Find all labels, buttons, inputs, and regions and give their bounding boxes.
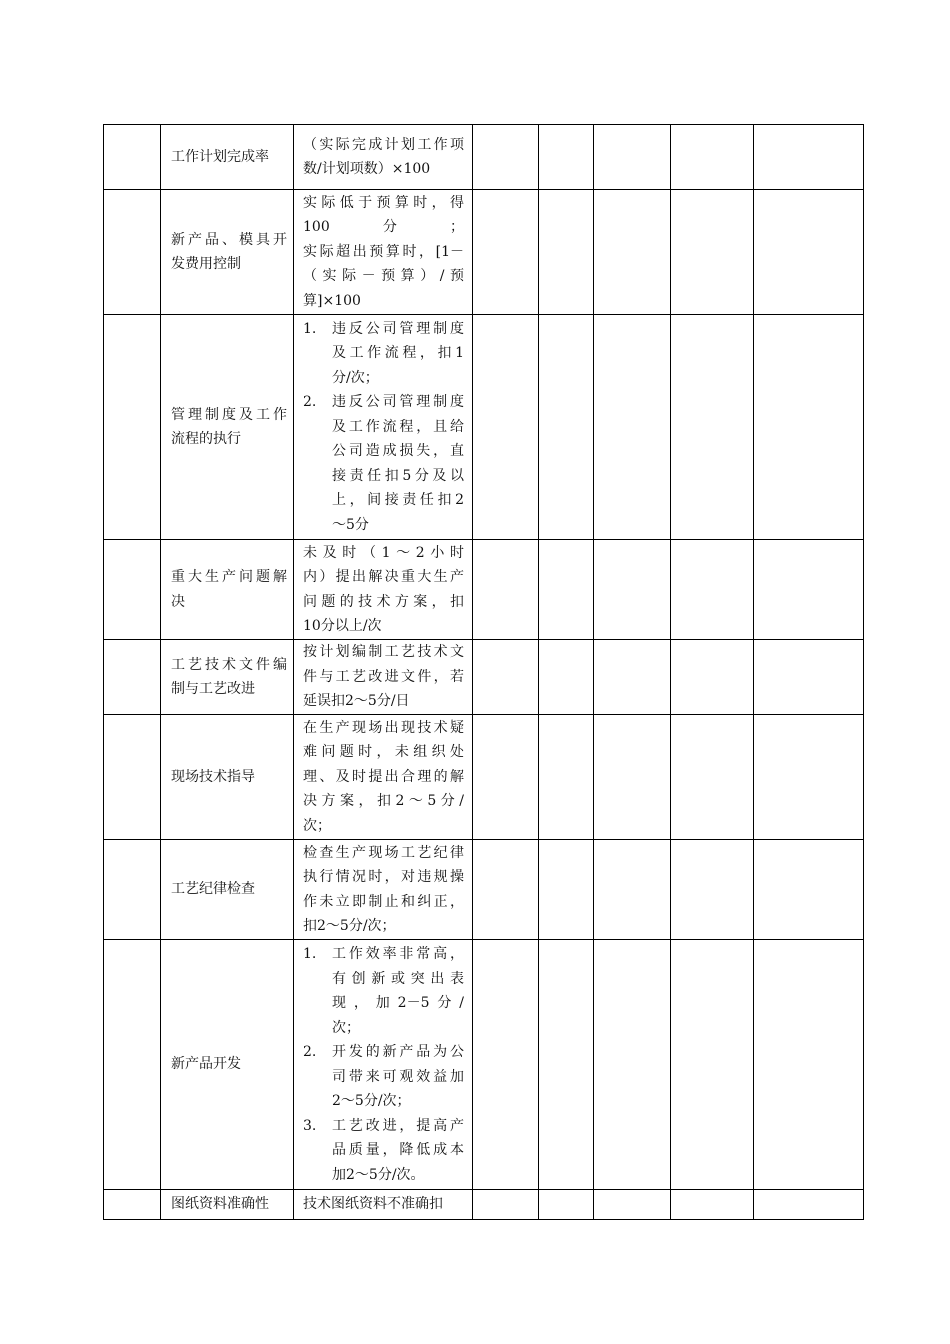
empty-cell [104, 540, 161, 640]
text-line: 2～5分/次； [332, 1093, 411, 1109]
empty-cell [539, 840, 594, 940]
empty-cell [671, 1190, 754, 1220]
empty-cell [473, 1190, 539, 1220]
text-line: 新产品、模具开 [171, 231, 287, 248]
empty-cell [671, 840, 754, 940]
text-line: 工艺纪律检查 [171, 881, 255, 898]
empty-cell [539, 940, 594, 1190]
rule-item-text [332, 390, 464, 537]
text-line: 分/次； [332, 369, 379, 386]
text-line: ～5分 [332, 516, 369, 533]
empty-cell [104, 715, 161, 840]
text-line: 工作计划完成率 [171, 148, 269, 165]
empty-cell [754, 840, 864, 940]
indicator-name-cell [161, 190, 294, 315]
empty-cell [754, 125, 864, 190]
empty-cell [473, 190, 539, 315]
text-line: 100分； [303, 219, 464, 236]
indicator-name-cell [161, 715, 294, 840]
empty-cell [473, 840, 539, 940]
text-line: 现场技术指导 [171, 768, 255, 785]
text-line: 作未立即制止和纠正， [303, 893, 464, 910]
table-row [104, 640, 864, 715]
text-line: 实际低于预算时，得 [303, 194, 464, 211]
text-line: 延误扣2～5分/日 [303, 693, 410, 710]
text-line: 新产品开发 [171, 1056, 241, 1073]
text-line: 违反公司管理制度 [332, 394, 464, 411]
empty-cell [754, 715, 864, 840]
empty-cell [594, 1190, 671, 1220]
text-line: 在生产现场出现技术疑 [303, 719, 464, 736]
empty-cell [473, 315, 539, 540]
empty-cell [539, 715, 594, 840]
empty-cell [473, 715, 539, 840]
text-line: 工艺改进，提高产 [332, 1117, 464, 1134]
scoring-rule-cell [294, 1190, 473, 1220]
empty-cell [671, 125, 754, 190]
empty-cell [104, 190, 161, 315]
empty-cell [594, 540, 671, 640]
text-line: 开发的新产品为公 [332, 1044, 464, 1060]
rule-list-item [303, 942, 464, 1040]
scoring-rule-cell [294, 715, 473, 840]
rule-list-item [303, 317, 464, 391]
empty-cell [539, 1190, 594, 1220]
text-line: （实际完成计划工作项 [303, 136, 464, 153]
scoring-rule-cell [294, 315, 473, 540]
empty-cell [671, 640, 754, 715]
empty-cell [754, 540, 864, 640]
text-line: 司带来可观效益加 [332, 1068, 464, 1085]
empty-cell [473, 640, 539, 715]
empty-cell [594, 640, 671, 715]
empty-cell [594, 315, 671, 540]
empty-cell [104, 940, 161, 1190]
indicator-name-cell [161, 315, 294, 540]
empty-cell [473, 940, 539, 1190]
text-line: 制与工艺改进 [171, 681, 255, 697]
empty-cell [104, 1190, 161, 1220]
rule-item-number: 1. [303, 946, 317, 962]
scoring-rule-cell [294, 540, 473, 640]
text-line: 次； [303, 817, 331, 834]
empty-cell [671, 315, 754, 540]
text-line: 图纸资料准确性 [171, 1196, 269, 1213]
rule-item-number: 2. [303, 394, 317, 411]
table-row [104, 125, 864, 190]
indicator-name-cell [161, 1190, 294, 1220]
text-line: 流程的执行 [171, 431, 241, 447]
text-line: 工作效率非常高， [332, 946, 464, 962]
empty-cell [104, 315, 161, 540]
empty-cell [671, 715, 754, 840]
text-line: 算]×100 [303, 292, 361, 309]
text-line: 次； [332, 1019, 360, 1036]
rule-item-text [332, 1114, 464, 1188]
empty-cell [754, 315, 864, 540]
text-line: 品质量，降低成本 [332, 1142, 464, 1158]
rule-item-text [332, 1040, 464, 1114]
scoring-rule-cell [294, 840, 473, 940]
text-line: 发费用控制 [171, 256, 241, 272]
empty-cell [104, 840, 161, 940]
empty-cell [539, 540, 594, 640]
text-line: 重大生产问题解 [171, 569, 287, 585]
text-line: 及工作流程，且给 [332, 418, 464, 435]
empty-cell [104, 125, 161, 190]
text-line: 扣2～5分/次； [303, 918, 396, 934]
scoring-rule-cell [294, 640, 473, 715]
table-row [104, 315, 864, 540]
text-line: 现，加2－5分/ [332, 995, 464, 1011]
text-line: 数/计划项数）×100 [303, 161, 431, 177]
empty-cell [754, 190, 864, 315]
text-line: 决方案，扣2～5分/ [303, 793, 464, 810]
empty-cell [539, 125, 594, 190]
empty-cell [594, 190, 671, 315]
indicator-name-cell [161, 840, 294, 940]
table-row [104, 840, 864, 940]
empty-cell [104, 640, 161, 715]
text-line: 难问题时，未组织处 [303, 744, 464, 761]
rule-item-text [332, 942, 464, 1040]
table-row [104, 1190, 864, 1220]
table-row [104, 940, 864, 1190]
indicator-name-cell [161, 540, 294, 640]
text-line: 违反公司管理制度 [332, 320, 464, 337]
indicator-name-cell [161, 940, 294, 1190]
text-line: 及工作流程，扣1 [332, 345, 464, 362]
text-line: 执行情况时，对违规操 [303, 869, 464, 885]
text-line: 有创新或突出表 [332, 970, 464, 987]
text-line: 件与工艺改进文件，若 [303, 668, 464, 685]
text-line: 10分以上/次 [303, 618, 382, 634]
table-row [104, 715, 864, 840]
rule-item-number: 2. [303, 1044, 317, 1060]
scoring-rule-cell [294, 190, 473, 315]
kpi-table [103, 124, 864, 1220]
text-line: 按计划编制工艺技术文 [303, 644, 464, 661]
rule-list-item [303, 1040, 464, 1114]
empty-cell [539, 315, 594, 540]
text-line: 上，间接责任扣2 [332, 492, 464, 509]
text-line: 问题的技术方案，扣 [303, 593, 464, 610]
text-line: 加2～5分/次。 [332, 1166, 425, 1183]
empty-cell [594, 125, 671, 190]
text-line: 理、及时提出合理的解 [303, 768, 464, 785]
rule-item-number: 3. [303, 1117, 317, 1134]
text-line: （实际－预算）/预 [303, 268, 464, 285]
text-line: 检查生产现场工艺纪律 [303, 844, 464, 861]
rule-list-item [303, 390, 464, 537]
empty-cell [539, 190, 594, 315]
indicator-name-cell [161, 125, 294, 190]
empty-cell [671, 940, 754, 1190]
empty-cell [594, 840, 671, 940]
text-line: 接责任扣5分及以 [332, 467, 464, 484]
text-line: 管理制度及工作 [171, 406, 287, 423]
scoring-rule-cell [294, 125, 473, 190]
empty-cell [671, 540, 754, 640]
text-line: 公司造成损失，直 [332, 443, 464, 460]
table-row [104, 190, 864, 315]
rule-list-item [303, 1114, 464, 1188]
empty-cell [754, 940, 864, 1190]
text-line: 技术图纸资料不准确扣 [303, 1196, 443, 1213]
kpi-table-body [104, 125, 864, 1220]
empty-cell [594, 940, 671, 1190]
empty-cell [473, 125, 539, 190]
text-line: 工艺技术文件编 [171, 656, 287, 673]
text-line: 实际超出预算时，[1－ [303, 243, 464, 260]
rule-item-text [332, 317, 464, 391]
rule-item-number: 1. [303, 320, 317, 337]
empty-cell [473, 540, 539, 640]
text-line: 未及时（1～2小时 [303, 544, 464, 561]
text-line: 内）提出解决重大生产 [303, 569, 464, 585]
table-row [104, 540, 864, 640]
empty-cell [671, 190, 754, 315]
empty-cell [539, 640, 594, 715]
text-line: 决 [171, 593, 185, 610]
scoring-rule-cell [294, 940, 473, 1190]
empty-cell [594, 715, 671, 840]
empty-cell [754, 640, 864, 715]
indicator-name-cell [161, 640, 294, 715]
empty-cell [754, 1190, 864, 1220]
